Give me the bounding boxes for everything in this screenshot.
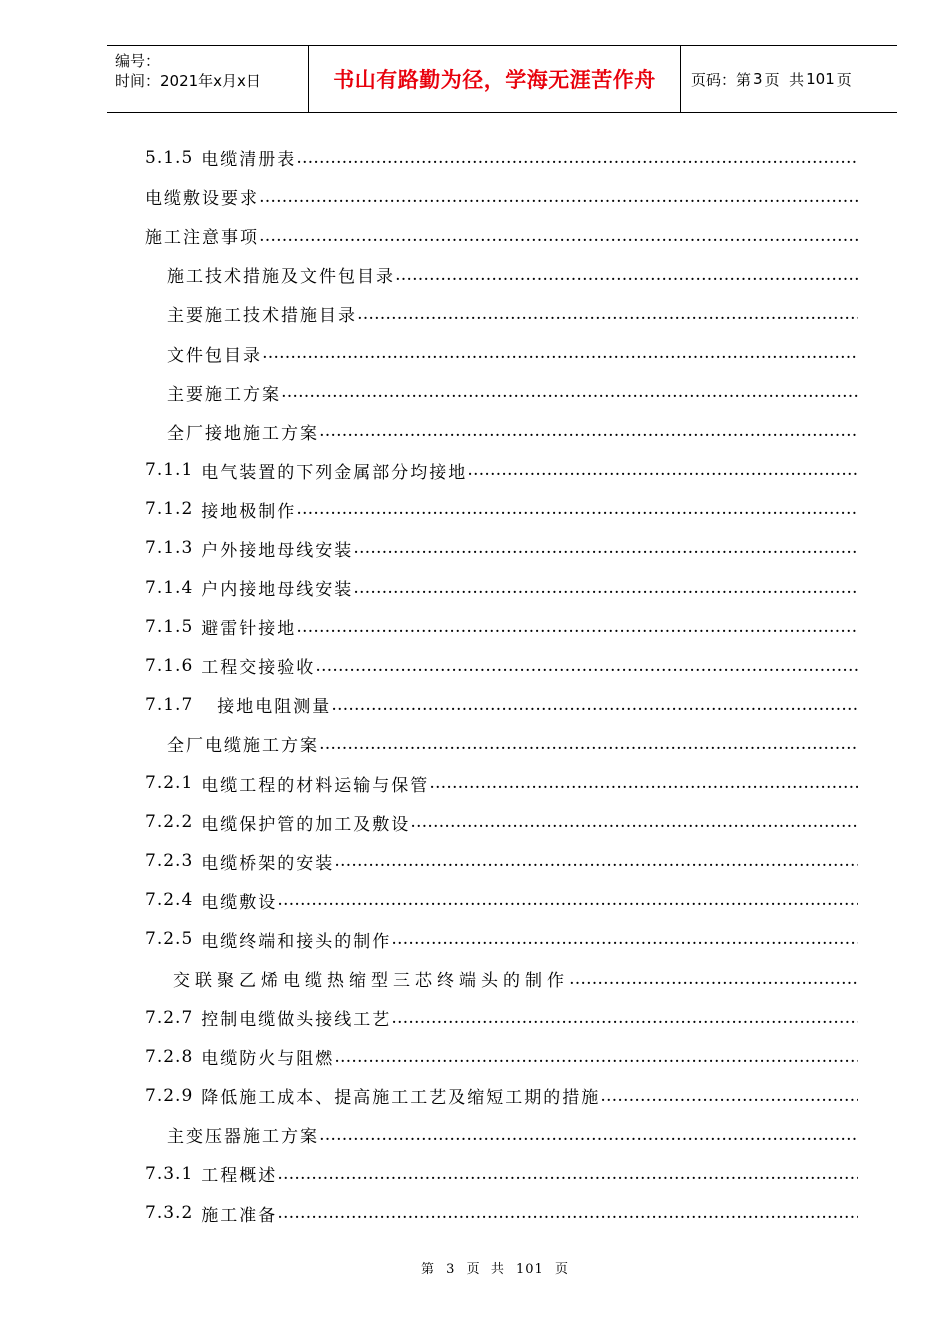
toc-entry[interactable]: [145, 998, 858, 1037]
toc-entry-title: 主要施工技术措施目录: [167, 306, 357, 327]
time-label: 时间：2021年x月x日: [115, 72, 261, 90]
toc-entry-title: 电缆工程的材料运输与保管: [201, 775, 430, 796]
toc-entry[interactable]: [145, 803, 858, 842]
footer-mid: 页 共: [466, 1262, 505, 1277]
toc-entry-title: 户内接地母线安装: [201, 580, 354, 601]
toc-entry-title: 施工准备: [201, 1205, 278, 1226]
toc-entry[interactable]: [145, 490, 858, 529]
toc-entry-title: 降低施工成本、提高施工工艺及缩短工期的措施: [201, 1088, 601, 1109]
toc-entry[interactable]: [145, 881, 858, 920]
toc-dot-leader: [319, 734, 858, 754]
toc-entry-title: 电缆敷设要求: [145, 189, 259, 210]
toc-entry[interactable]: [145, 842, 858, 881]
toc-dot-leader: [319, 421, 858, 441]
header-page-suffix: 页: [836, 70, 852, 89]
toc-entry-title: 工程概述: [201, 1166, 278, 1187]
toc-entry-number: 7.1.2: [145, 499, 194, 520]
toc-dot-leader: [331, 695, 858, 715]
toc-dot-leader: [277, 1203, 858, 1223]
toc-entry-number: 5.1.5: [145, 147, 194, 168]
toc-entry-title: 交联聚乙烯电缆热缩型三芯终端头的制作: [173, 971, 569, 992]
toc-dot-leader: [262, 343, 858, 363]
header-meta: [107, 46, 309, 112]
toc-dot-leader: [319, 1125, 858, 1145]
toc-entry-title: 全厂电缆施工方案: [167, 736, 319, 757]
page-header: [107, 45, 897, 113]
toc-entry-title: 施工技术措施及文件包目录: [167, 267, 395, 288]
toc-entry-number: 7.3.2: [145, 1203, 194, 1224]
toc-dot-leader: [315, 656, 858, 676]
toc-entry[interactable]: [145, 1037, 858, 1076]
toc-entry-number: 7.3.1: [145, 1163, 194, 1184]
footer-prefix: 第: [421, 1262, 436, 1277]
toc-dot-leader: [277, 1164, 858, 1184]
toc-entry-title: 接地极制作: [201, 501, 297, 522]
header-page-prefix: 页码：第: [691, 70, 752, 89]
footer-total: 101: [516, 1262, 544, 1277]
toc-entry[interactable]: [145, 1154, 858, 1193]
toc-entry-title: 接地电阻测量: [217, 697, 332, 718]
toc-entry[interactable]: [145, 294, 858, 333]
toc-entry[interactable]: [145, 216, 858, 255]
toc-entry-number: 7.2.3: [145, 851, 194, 872]
toc-entry-title: 主变压器施工方案: [167, 1127, 319, 1148]
toc-entry[interactable]: [145, 568, 858, 607]
toc-entry-title: 控制电缆做头接线工艺: [201, 1010, 392, 1031]
header-page-num: 3: [753, 70, 763, 88]
toc-entry-number: 7.1.4: [145, 577, 194, 598]
toc-entry[interactable]: [145, 451, 858, 490]
toc-dot-leader: [391, 1008, 858, 1028]
toc-entry[interactable]: [145, 1115, 858, 1154]
header-page-mid: 页 共: [764, 70, 805, 89]
toc-dot-leader: [277, 890, 858, 910]
toc-dot-leader: [281, 382, 858, 402]
toc-entry-title: 户外接地母线安装: [201, 540, 354, 561]
toc-dot-leader: [600, 1086, 858, 1106]
toc-entry-title: 电缆敷设: [201, 892, 278, 913]
toc-entry[interactable]: [145, 177, 858, 216]
page-footer: [0, 1258, 950, 1277]
toc-entry-number: 7.2.9: [145, 1085, 194, 1106]
toc-entry-number: 7.1.7: [145, 694, 194, 715]
toc-entry[interactable]: [145, 529, 858, 568]
toc-entry-title: 避雷针接地: [201, 619, 297, 640]
toc-entry-number: 7.2.8: [145, 1046, 194, 1067]
toc-dot-leader: [259, 226, 858, 246]
toc-entry-title: 主要施工方案: [167, 384, 281, 405]
toc-dot-leader: [334, 1047, 858, 1067]
toc-entry[interactable]: [145, 255, 858, 294]
toc-dot-leader: [296, 148, 858, 168]
toc-entry-number: 7.2.5: [145, 929, 194, 950]
toc-dot-leader: [467, 460, 858, 480]
toc-entry[interactable]: [145, 138, 858, 177]
table-of-contents: [145, 138, 858, 1233]
toc-dot-leader: [429, 773, 858, 793]
footer-page-num: 3: [446, 1262, 456, 1277]
toc-dot-leader: [296, 499, 858, 519]
toc-dot-leader: [569, 969, 858, 989]
toc-entry-number: 7.2.4: [145, 890, 194, 911]
toc-entry-number: 7.1.1: [145, 460, 194, 481]
header-page-info: [681, 46, 897, 112]
toc-entry-title: 电缆防火与阻燃: [201, 1049, 335, 1070]
header-page-total: 101: [806, 70, 835, 88]
footer-suffix: 页: [554, 1262, 569, 1277]
toc-entry[interactable]: [145, 1194, 858, 1233]
toc-entry-title: 电缆保护管的加工及敷设: [201, 814, 411, 835]
toc-entry-title: 施工注意事项: [145, 228, 259, 249]
toc-entry-number: 7.1.6: [145, 655, 194, 676]
toc-dot-leader: [395, 265, 858, 285]
toc-entry-number: 7.1.5: [145, 616, 194, 637]
toc-entry[interactable]: [145, 764, 858, 803]
toc-entry-number: 7.2.2: [145, 812, 194, 833]
toc-entry[interactable]: [145, 646, 858, 685]
toc-entry[interactable]: [145, 920, 858, 959]
toc-entry-title: 电气装置的下列金属部分均接地: [201, 462, 468, 483]
toc-dot-leader: [391, 929, 858, 949]
toc-dot-leader: [357, 304, 858, 324]
toc-entry[interactable]: [145, 685, 858, 724]
toc-entry[interactable]: [145, 607, 858, 646]
toc-dot-leader: [410, 812, 858, 832]
toc-entry[interactable]: [145, 959, 858, 998]
toc-dot-leader: [353, 538, 858, 558]
toc-entry-number: 7.2.1: [145, 773, 194, 794]
header-motto: 书山有路勤为径，学海无涯苦作舟: [309, 46, 681, 112]
toc-entry-title: 文件包目录: [167, 345, 262, 366]
toc-entry-number: 7.2.7: [145, 1007, 194, 1028]
toc-entry-title: 全厂接地施工方案: [167, 423, 319, 444]
number-label: 编号：: [115, 52, 161, 70]
toc-entry[interactable]: [145, 1076, 858, 1115]
toc-entry[interactable]: [145, 333, 858, 372]
toc-entry-title: 电缆终端和接头的制作: [201, 931, 392, 952]
toc-entry[interactable]: [145, 373, 858, 412]
toc-entry[interactable]: [145, 724, 858, 763]
toc-entry-title: 工程交接验收: [201, 658, 316, 679]
toc-entry[interactable]: [145, 412, 858, 451]
toc-dot-leader: [296, 617, 858, 637]
toc-entry-title: 电缆桥架的安装: [201, 853, 335, 874]
toc-entry-title: 电缆清册表: [201, 150, 297, 171]
toc-dot-leader: [334, 851, 858, 871]
toc-dot-leader: [259, 187, 858, 207]
toc-entry-number: 7.1.3: [145, 538, 194, 559]
toc-dot-leader: [353, 578, 858, 598]
